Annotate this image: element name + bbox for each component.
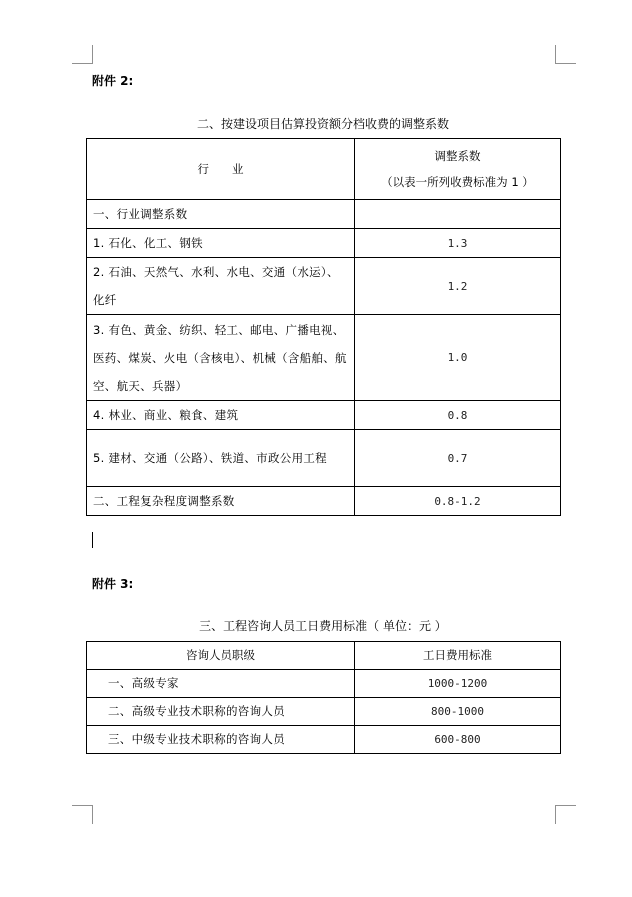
row-label: 三、中级专业技术职称的咨询人员 [87,726,355,754]
row-label: 一、行业调整系数 [87,200,355,229]
table-row [87,229,561,258]
row-label: 4. 林业、商业、粮食、建筑 [87,401,355,430]
table-row [87,401,561,430]
coefficient-header-note: （以表一所列收费标准为 1 ） [381,175,534,189]
row-value: 1.3 [355,229,561,258]
consultant-fee-table [86,641,561,754]
row-value: 600-800 [355,726,561,754]
row-label: 二、工程复杂程度调整系数 [87,487,355,516]
row-value [355,200,561,229]
annex2-table-title: 二、按建设项目估算投资额分档收费的调整系数 [196,117,449,131]
row-value: 0.7 [355,430,561,487]
crop-mark-top-right [555,45,576,64]
annex2-heading: 附件 2: [92,74,134,88]
row-value: 1000-1200 [355,670,561,698]
coefficient-header: 调整系数 [434,149,481,163]
table-row [87,315,561,401]
row-label: 一、高级专家 [87,670,355,698]
row-label: 3. 有色、黄金、纺织、轻工、邮电、广播电视、医药、煤炭、火电（含核电）、机械（含船舶、航空、航天、兵器） [87,315,355,401]
fee-header: 工日费用标准 [355,642,561,670]
coefficient-header-cell [355,139,561,200]
crop-mark-bottom-left [72,805,93,824]
table-row [87,200,561,229]
row-value: 0.8 [355,401,561,430]
row-value: 800-1000 [355,698,561,726]
row-value: 1.2 [355,258,561,315]
table-header-row [87,642,561,670]
annex3-table-title: 三、工程咨询人员工日费用标准（ 单位：元 ） [199,619,447,633]
text-cursor [92,532,93,548]
row-label: 5. 建材、交通（公路）、铁道、市政公用工程 [87,430,355,487]
level-header: 咨询人员职级 [87,642,355,670]
industry-header-cell [87,139,355,200]
crop-mark-bottom-right [555,805,576,824]
row-label: 二、高级专业技术职称的咨询人员 [87,698,355,726]
row-value: 0.8-1.2 [355,487,561,516]
table-row [87,670,561,698]
table-header-row [87,139,561,200]
annex3-heading: 附件 3: [92,577,134,591]
table-row [87,487,561,516]
crop-mark-top-left [72,45,93,64]
table-row [87,258,561,315]
adjustment-coefficient-table [86,138,561,516]
row-value: 1.0 [355,315,561,401]
row-label: 1. 石化、化工、钢铁 [87,229,355,258]
table-row [87,726,561,754]
table-row [87,430,561,487]
industry-header: 行 业 [197,162,244,176]
row-label: 2. 石油、天然气、水利、水电、交通（水运）、化纤 [87,258,355,315]
table-row [87,698,561,726]
